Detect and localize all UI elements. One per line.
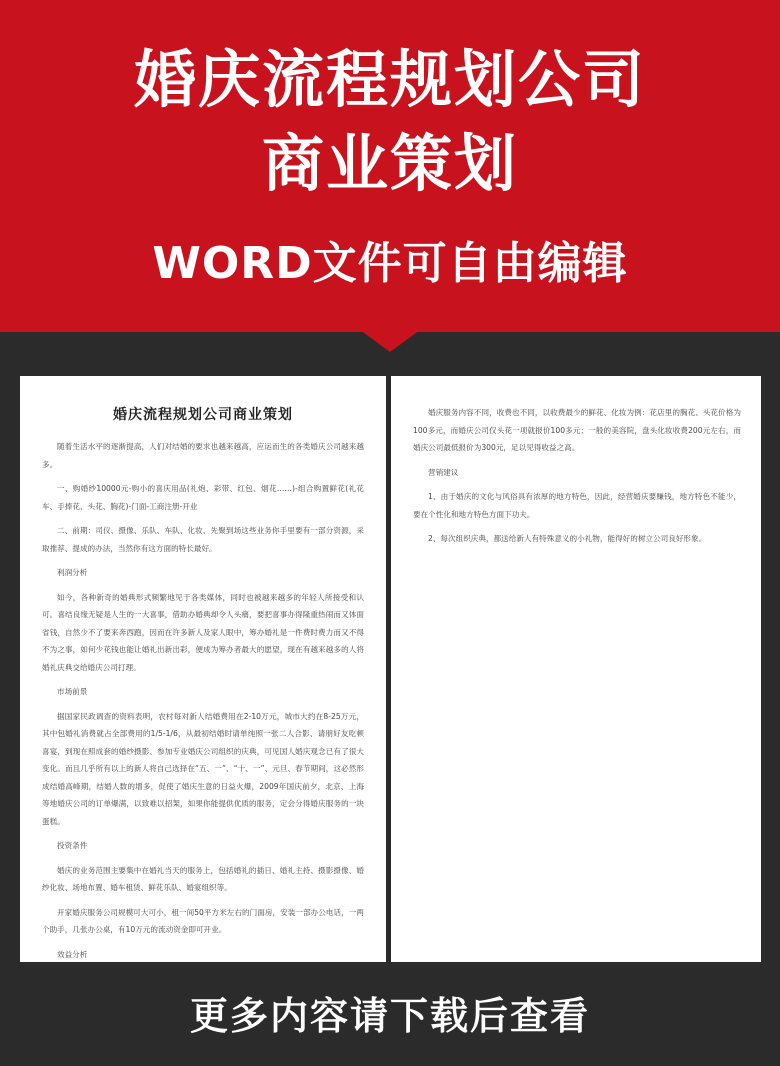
document-body-left — [42, 438, 364, 962]
banner-title-line2: 商业策划 — [261, 127, 518, 200]
paragraph: 开家婚庆服务公司规模可大可小，租一间50平方米左右的门面房，安装一部办公电话，一两个助手，几张办公桌，有10万元的流动资金即可开业。 — [42, 907, 364, 934]
section-heading: 效益分析 — [57, 949, 88, 959]
document-page-left — [20, 376, 386, 962]
document-body-right — [413, 404, 741, 548]
section-heading: 投资条件 — [57, 841, 88, 850]
paragraph: 一、购婚纱10000元-购小的喜庆用品(礼炮、彩带、红包、烟花……)-组合购置鲜花(礼花车、手捧花、头花、胸花)-门面-工商注册-开业 — [42, 484, 364, 511]
paragraph: 如今，各种新奇的婚典形式频繁地见于各类媒体，同时也被越来越多的年轻人所接受和认可。喜结良缘无疑是人生的一大喜事，借助办婚典却令人头痛，要把喜事办得隆重热闹而又体面省钱，自然少不了要来奔西跑，因而在许多新人及家人眼中，筹办婚礼是一件费时费力而又不得不为之事，如何少花钱也能让婚礼出新出彩，便成为筹办者最大的愿望，现在有越来越多的人将婚礼庆典交给婚庆公司打理。 — [42, 592, 364, 672]
banner-subtitle: WORD文件可自由编辑 — [152, 238, 628, 289]
paragraph: 婚庆服务内容不同，收费也不同，以收费最少的鲜花、化妆为例：花店里的胸花、头花价格为100多元，而婚庆公司仅头花一项就报价100多元；一般的美容院，盘头化妆收费200元左右，而婚庆公司最低报价为300元，足以见得收益之高。 — [413, 408, 741, 452]
section-heading: 市场前景 — [57, 687, 88, 696]
paragraph: 2、每次组织庆典，都送给新人有特殊意义的小礼物，能得好的树立公司良好形象。 — [428, 534, 707, 543]
banner-pointer — [360, 330, 420, 352]
section-heading: 利润分析 — [57, 568, 88, 577]
paragraph: 随着生活水平的逐渐提高，人们对结婚的要求也越来越高，应运而生的各类婚庆公司越来越多。 — [42, 442, 364, 469]
section-heading: 营销建议 — [428, 467, 459, 477]
document-title: 婚庆流程规划公司商业策划 — [113, 407, 293, 423]
paragraph: 据国家民政调查的资料表明，农村每对新人结婚费用在2-10万元，城市大约在8-25万元，其中包婚礼消费就占全部费用的1/5-1/6，从最初结婚时请单纯照一张二人合影、请朋好友吃顿喜宴，到现在照成套的婚纱摄影、参加专业婚庆公司组织的庆典，可见国人婚庆观念已有了很大变化。而且几乎所有以上的新人将自己选择在“五、一”、“十、一”、元旦、春节期间，这必然形成结婚高峰期，结婚人数的增多，促使了婚庆生意的日益火爆，2009年国庆前夕，北京、上海等地婚庆公司的订单爆满，以致难以招架，如果你能提供优质的服务，定会分得婚庆服务的一块蛋糕。 — [42, 711, 364, 826]
document-page-right — [391, 376, 761, 962]
footer-caption: 更多内容请下载后查看 — [189, 994, 590, 1038]
paragraph: 1、由于婚庆的文化与风俗具有浓厚的地方特色，因此，经营婚庆要赚钱，地方特色不能少，要在个性化和地方特色方面下功夫。 — [413, 492, 741, 519]
paragraph: 二、前期：司仪、摄像、乐队、车队、化妆、先聚到场这些业务你手里要有一部分资源，采取推荐、提成的办法，当然你有这方面的特长最好。 — [42, 526, 364, 553]
paragraph: 婚庆的业务范围主要集中在婚礼当天的服务上，包括婚礼的插日、婚礼主持、摄影摄像、婚纱化妆、场地布置、婚车租赁、鲜花乐队、婚宴组织等。 — [42, 865, 364, 892]
banner-title-line1: 婚庆流程规划公司 — [133, 43, 646, 116]
